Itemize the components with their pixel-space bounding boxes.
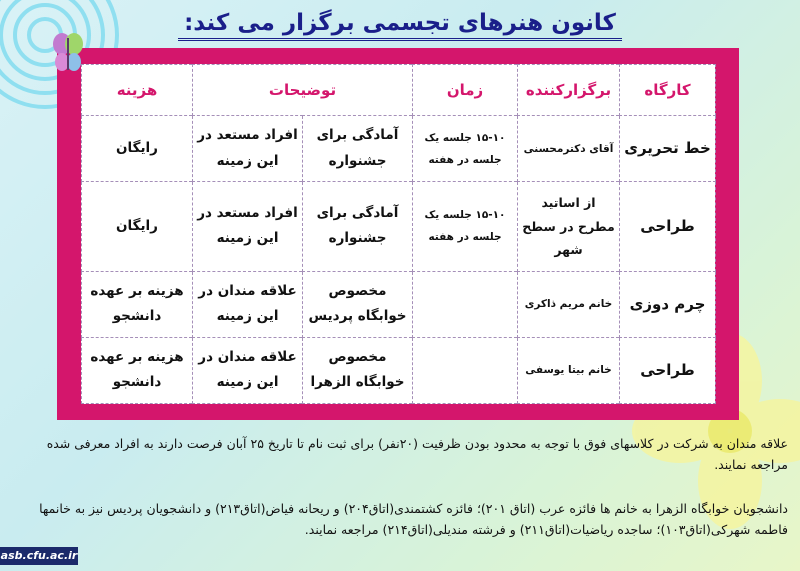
cell-cost: رایگان bbox=[82, 116, 193, 182]
header-description: توضیحات bbox=[193, 65, 413, 116]
title-container bbox=[0, 10, 800, 41]
cell-cost: رایگان bbox=[82, 182, 193, 272]
cell-cost: هزینه بر عهده دانشجو bbox=[82, 271, 193, 337]
cell-organizer: از اساتید مطرح در سطح شهر bbox=[518, 182, 620, 272]
cell-description-2: افراد مستعد در این زمینه bbox=[193, 182, 303, 272]
header-cost: هزینه bbox=[82, 65, 193, 116]
page-title: کانون هنرهای تجسمی برگزار می کند: bbox=[178, 10, 622, 41]
cell-time bbox=[413, 271, 518, 337]
cell-organizer: خانم مریم ذاکری bbox=[518, 271, 620, 337]
table-row bbox=[82, 182, 716, 272]
cell-cost: هزینه بر عهده دانشجو bbox=[82, 337, 193, 403]
cell-description-1: مخصوص خوابگاه الزهرا bbox=[303, 337, 413, 403]
cell-description-2: علاقه مندان در این زمینه bbox=[193, 337, 303, 403]
table-header-row bbox=[82, 65, 716, 116]
table-row bbox=[82, 116, 716, 182]
workshop-table bbox=[81, 64, 716, 404]
cell-description-2: افراد مستعد در این زمینه bbox=[193, 116, 303, 182]
table-row bbox=[82, 337, 716, 403]
site-watermark: asb.cfu.ac.ir bbox=[0, 547, 78, 565]
cell-time: ۱۵-۱۰ جلسه یک جلسه در هفته bbox=[413, 116, 518, 182]
contact-note: دانشجویان خوابگاه الزهرا به خانم ها فائزه عرب (اتاق ۲۰۱)؛ فائزه کشتمندی(اتاق۲۰۴) و ریحانه فیاض(اتاق۲۱۳) و دانشجویان پردیس نیز به خانمها فاطمه شهرکی(اتاق۱۰۳)؛ ساجده ریاضیات(اتاق۲۱۱) و فرشته مندیلی(اتاق۲۱۴) مراجعه نمایند. bbox=[39, 501, 788, 537]
cell-organizer: خانم بیتا یوسفی bbox=[518, 337, 620, 403]
cell-description-1: آمادگی برای جشنواره bbox=[303, 116, 413, 182]
cell-workshop: خط تحریری bbox=[620, 116, 716, 182]
cell-organizer: آقای دکترمحسنی bbox=[518, 116, 620, 182]
cell-description-1: آمادگی برای جشنواره bbox=[303, 182, 413, 272]
cell-description-2: علاقه مندان در این زمینه bbox=[193, 271, 303, 337]
cell-workshop: چرم دوزی bbox=[620, 271, 716, 337]
registration-note: علاقه مندان به شرکت در کلاسهای فوق با توجه به محدود بودن ظرفیت (۲۰نفر) برای ثبت نام تا تاریخ ۲۵ آبان فرصت دارند به افراد معرفی شده مراجعه نمایند. bbox=[46, 436, 788, 472]
butterfly-icon bbox=[52, 32, 84, 74]
cell-workshop: طراحی bbox=[620, 337, 716, 403]
cell-time bbox=[413, 337, 518, 403]
header-workshop: کارگاه bbox=[620, 65, 716, 116]
cell-description-1: مخصوص خوابگاه پردیس bbox=[303, 271, 413, 337]
cell-workshop: طراحی bbox=[620, 182, 716, 272]
header-organizer: برگزارکننده bbox=[518, 65, 620, 116]
table-row bbox=[82, 271, 716, 337]
cell-time: ۱۵-۱۰ جلسه یک جلسه در هفته bbox=[413, 182, 518, 272]
header-time: زمان bbox=[413, 65, 518, 116]
